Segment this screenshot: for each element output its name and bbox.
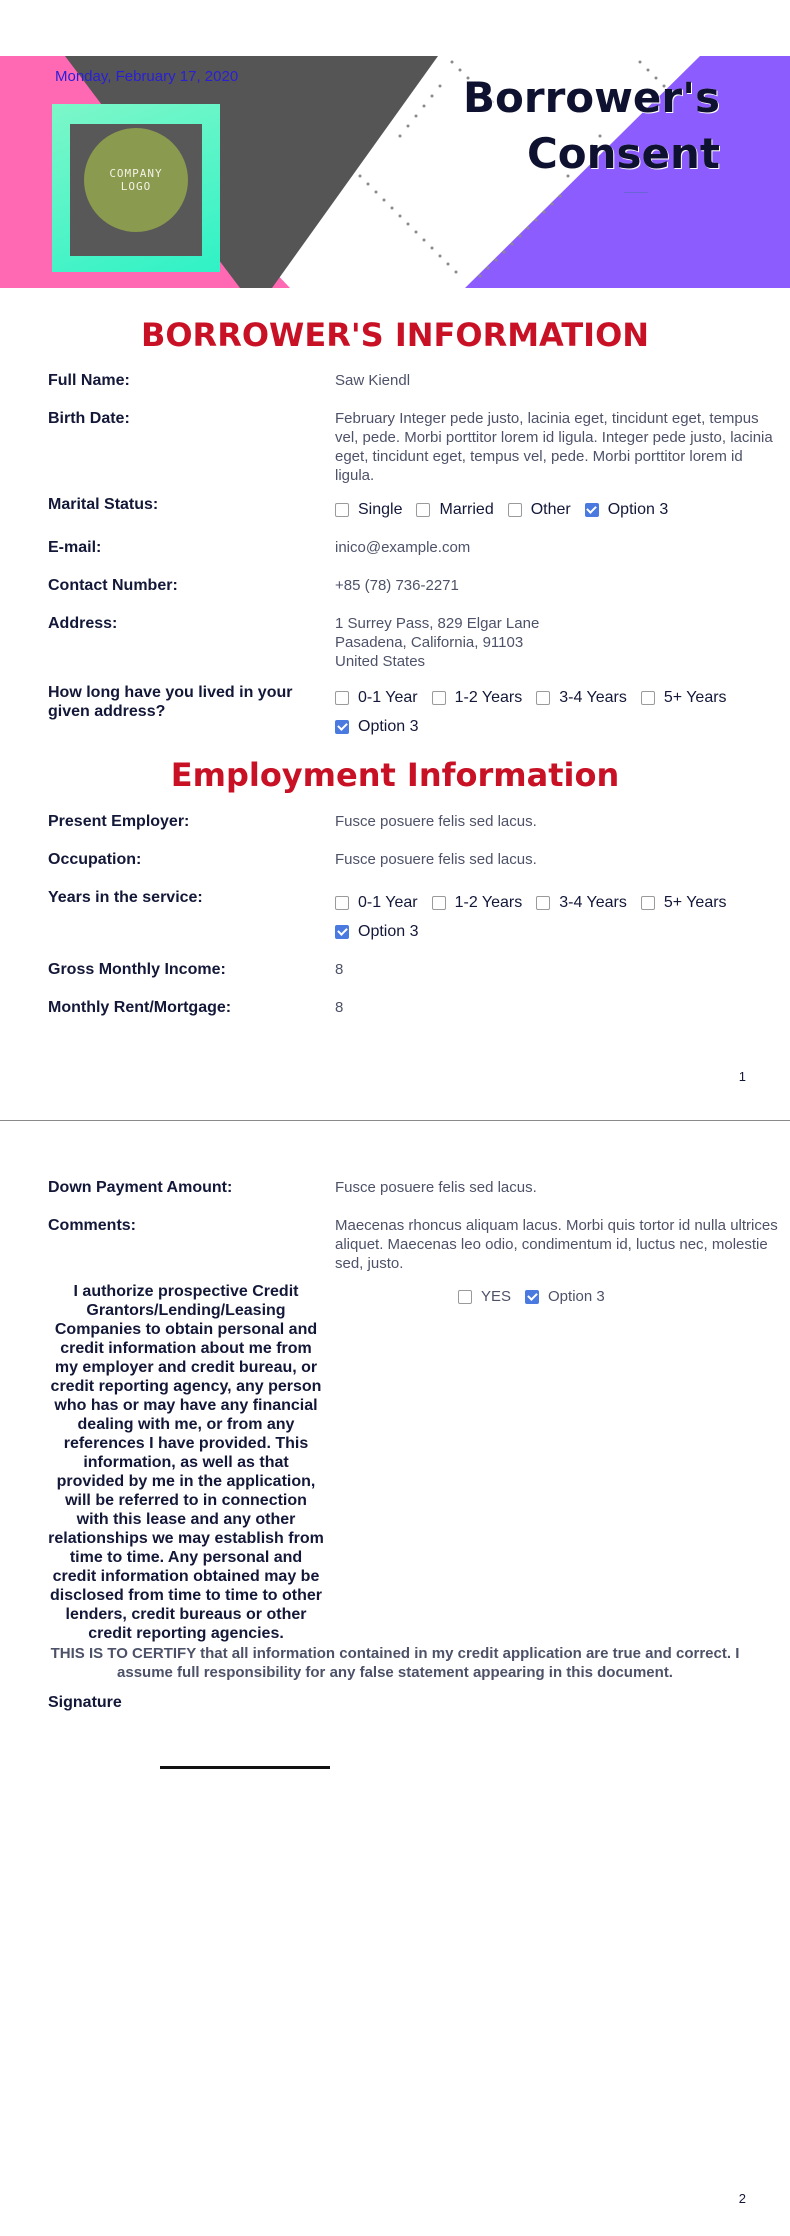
checkbox-checked[interactable] (335, 720, 349, 734)
consent-option-yes[interactable]: YES (458, 1287, 511, 1306)
lived-duration-label: How long have you lived in your given address? (48, 684, 293, 720)
lived-option-3[interactable]: Option 3 (335, 717, 418, 736)
authorization-statement: I authorize prospective Credit Grantors/Lending/Leasing Companies to obtain personal and credit information about me from my employer and credit bureau, or credit reporting agency, any person who has or may have any financial dealing with me, or from any references I have provided. This information, as well as that provided by me in the application, will be referred to in connection with this lease and any other relationships we may establish from time to time. Any personal and credit information obtained may be disclosed from time to time to other lenders, credit bureaus or other credit reporting agencies. (48, 1283, 324, 1642)
checkbox[interactable] (536, 691, 550, 705)
marital-option-3[interactable]: Option 3 (585, 500, 668, 519)
consent-option-3[interactable]: Option 3 (525, 1287, 605, 1306)
page-number-2: 2 (738, 2191, 746, 2206)
marital-option-other[interactable]: Other (508, 500, 571, 519)
years-option-0-1[interactable]: 0-1 Year (335, 893, 418, 912)
email-label: E-mail: (48, 539, 102, 556)
marital-status-label: Marital Status: (48, 496, 159, 513)
checkbox[interactable] (335, 896, 349, 910)
marital-option-married[interactable]: Married (416, 500, 493, 519)
checkbox[interactable] (536, 896, 550, 910)
company-logo: COMPANY LOGO (84, 128, 188, 232)
lived-duration-options (335, 688, 765, 746)
occupation-field[interactable]: Fusce posuere felis sed lacus. (335, 851, 537, 868)
address-field[interactable]: 1 Surrey Pass, 829 Elgar Lane Pasadena, California, 91103 United States (335, 615, 540, 670)
email-field[interactable]: inico@example.com (335, 539, 471, 556)
full-name-field[interactable]: Saw Kiendl (335, 372, 411, 389)
marital-status-options (335, 500, 765, 529)
page-number-1: 1 (738, 1069, 746, 1084)
birth-date-field[interactable]: February Integer pede justo, lacinia eget, tincidunt eget, tempus vel, pede. Morbi porttitor lorem id ligula. Integer pede justo, lacinia eget, tincidunt eget, tempus vel, pede. Morbi porttitor lorem id ligula. (335, 410, 773, 484)
checkbox[interactable] (335, 691, 349, 705)
rent-label: Monthly Rent/Mortgage: (48, 999, 232, 1016)
signature-label: Signature (48, 1694, 122, 1711)
employment-section-title: Employment Information (170, 756, 620, 794)
employer-label: Present Employer: (48, 813, 190, 830)
years-option-3[interactable]: Option 3 (335, 922, 418, 941)
document-title: Borrower's Consent (462, 73, 720, 178)
signature-line[interactable] (160, 1766, 330, 1769)
marital-option-single[interactable]: Single (335, 500, 402, 519)
certification-statement: THIS IS TO CERTIFY that all information contained in my credit application are true and correct. I assume full responsibility for any false statement appearing in this document. (50, 1645, 740, 1681)
years-service-label: Years in the service: (48, 889, 203, 906)
company-logo-frame (52, 104, 220, 272)
checkbox[interactable] (335, 503, 349, 517)
full-name-label: Full Name: (48, 372, 130, 389)
title-underline (624, 192, 648, 193)
checkbox-checked[interactable] (525, 1290, 539, 1304)
consent-options (458, 1287, 619, 1316)
employer-field[interactable]: Fusce posuere felis sed lacus. (335, 813, 537, 830)
years-option-1-2[interactable]: 1-2 Years (432, 893, 523, 912)
contact-field[interactable]: +85 (78) 736-2271 (335, 577, 459, 594)
checkbox[interactable] (432, 896, 446, 910)
comments-field[interactable]: Maecenas rhoncus aliquam lacus. Morbi quis tortor id nulla ultrices aliquet. Maecenas leo odio, condimentum id, luctus nec, molestie sed, justo. (335, 1217, 778, 1272)
years-service-options (335, 893, 765, 951)
occupation-label: Occupation: (48, 851, 142, 868)
document-date: Monday, February 17, 2020 (55, 68, 239, 85)
income-label: Gross Monthly Income: (48, 961, 226, 978)
checkbox[interactable] (416, 503, 430, 517)
checkbox[interactable] (458, 1290, 472, 1304)
checkbox-checked[interactable] (585, 503, 599, 517)
comments-label: Comments: (48, 1217, 137, 1234)
checkbox[interactable] (432, 691, 446, 705)
years-option-5-plus[interactable]: 5+ Years (641, 893, 727, 912)
lived-option-5-plus[interactable]: 5+ Years (641, 688, 727, 707)
checkbox[interactable] (641, 691, 655, 705)
checkbox[interactable] (508, 503, 522, 517)
checkbox[interactable] (641, 896, 655, 910)
address-label: Address: (48, 615, 118, 632)
rent-field[interactable]: 8 (335, 999, 344, 1016)
down-payment-field[interactable]: Fusce posuere felis sed lacus. (335, 1179, 537, 1196)
header-banner (0, 56, 790, 288)
contact-label: Contact Number: (48, 577, 178, 594)
borrower-section-title: BORROWER'S INFORMATION (140, 316, 650, 354)
lived-option-1-2[interactable]: 1-2 Years (432, 688, 523, 707)
lived-option-3-4[interactable]: 3-4 Years (536, 688, 627, 707)
down-payment-label: Down Payment Amount: (48, 1179, 233, 1196)
years-option-3-4[interactable]: 3-4 Years (536, 893, 627, 912)
birth-date-label: Birth Date: (48, 410, 130, 427)
checkbox-checked[interactable] (335, 925, 349, 939)
income-field[interactable]: 8 (335, 961, 344, 978)
lived-option-0-1[interactable]: 0-1 Year (335, 688, 418, 707)
